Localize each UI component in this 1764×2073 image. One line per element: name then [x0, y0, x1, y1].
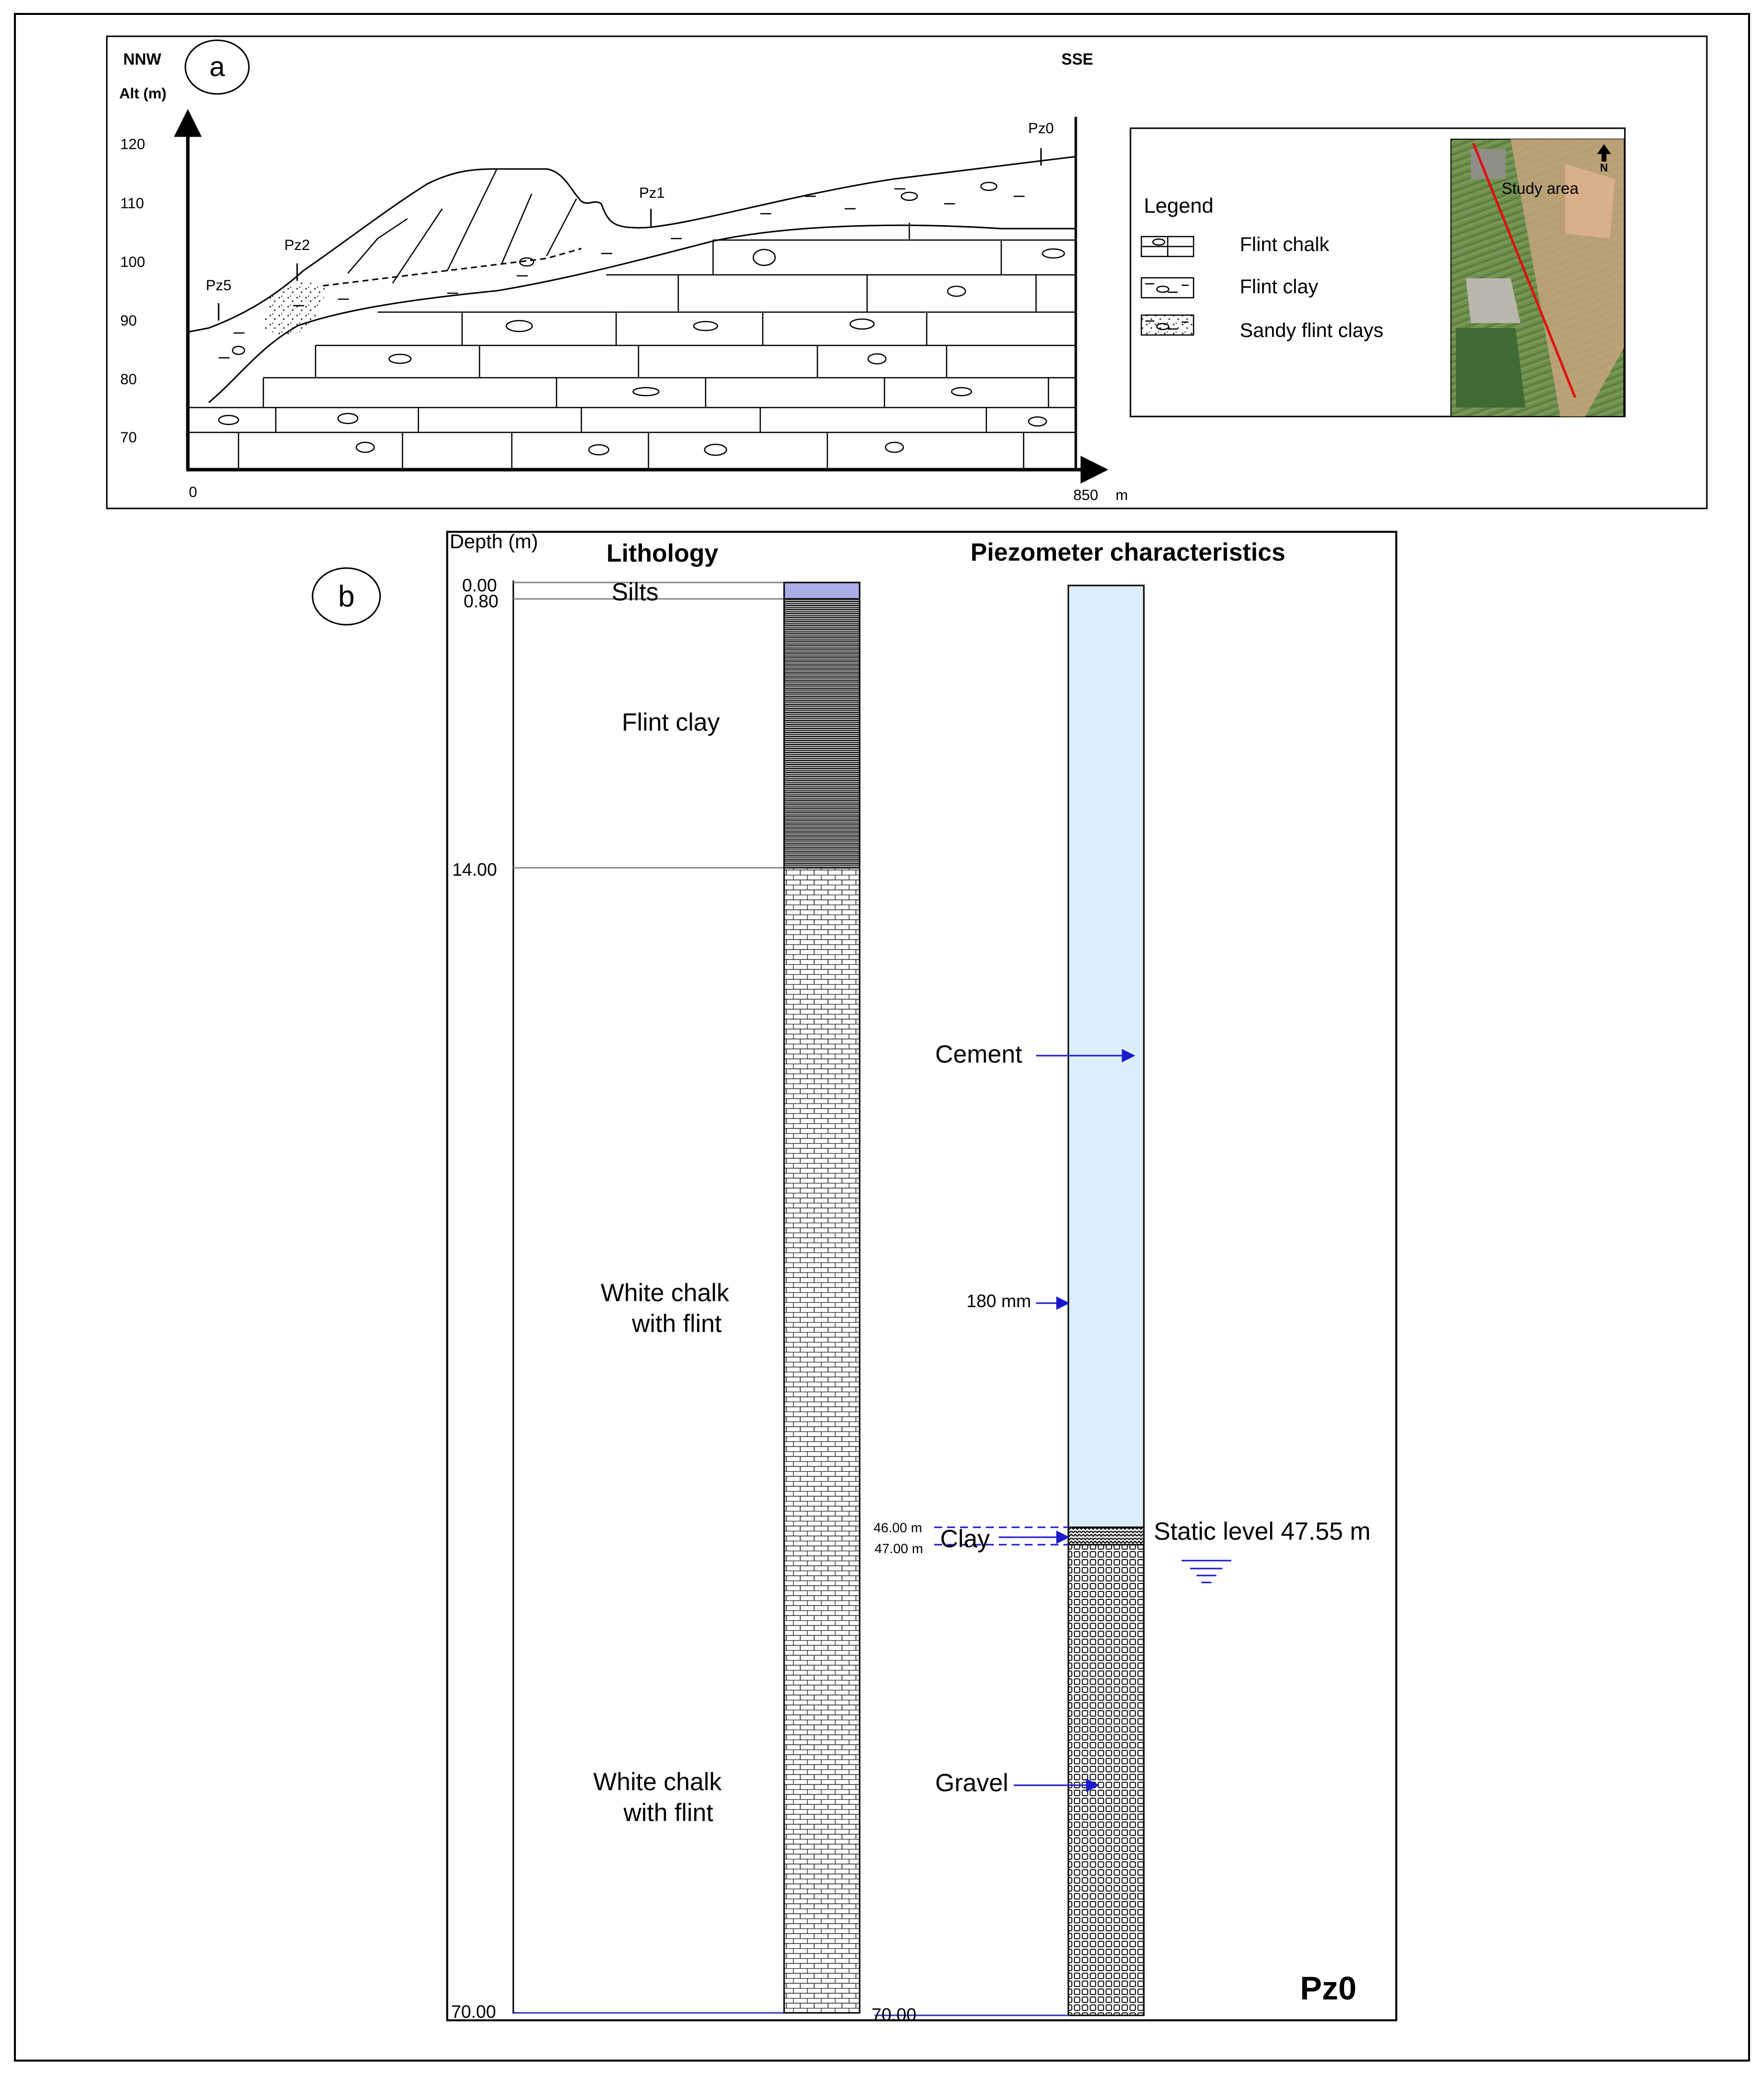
- y-tick-90: 90: [120, 313, 137, 329]
- badge-a-text: a: [209, 51, 225, 82]
- chalk-layer: [784, 868, 860, 2013]
- x-tick-0: 0: [189, 484, 197, 500]
- well-pz0-label: Pz0: [1028, 120, 1054, 137]
- layer-label-white-chalk-upper-line: with flint: [632, 1310, 722, 1337]
- clay-top-depth: 46.00 m: [874, 1520, 922, 1535]
- silts-layer: [784, 582, 860, 599]
- static-level-label: Static level 47.55 m: [1154, 1517, 1371, 1545]
- aerial-map: [1451, 139, 1624, 416]
- y-tick-100: 100: [120, 254, 146, 270]
- flint-clay-layer: [784, 599, 860, 868]
- y-axis-label: Alt (m): [119, 85, 166, 102]
- lithology-title: Lithology: [606, 539, 719, 567]
- y-tick-80: 80: [120, 371, 137, 388]
- clay-bottom-depth: 47.00 m: [875, 1541, 923, 1556]
- depth-value-14: 14.00: [452, 859, 497, 880]
- legend-title: Legend: [1144, 194, 1214, 217]
- map-north-label: N: [1600, 162, 1608, 174]
- piezometer-column: [1068, 585, 1144, 2015]
- y-tick-120: 120: [120, 136, 146, 153]
- x-unit: m: [1116, 487, 1128, 503]
- legend-label-flint-chalk: Flint chalk: [1240, 234, 1330, 255]
- panel-b-frame: [447, 532, 1396, 2020]
- piezometer-title: Piezometer characteristics: [970, 538, 1285, 566]
- well-pz2-label: Pz2: [284, 237, 310, 253]
- well-id-label: Pz0: [1300, 1970, 1357, 2006]
- panel-b: [313, 531, 1396, 2025]
- layer-label-white-chalk-lower-line: White chalk: [593, 1768, 722, 1796]
- legend-label-sandy-flint-clays: Sandy flint clays: [1240, 320, 1384, 341]
- depth-axis-label: Depth (m): [450, 531, 538, 553]
- direction-sse: SSE: [1061, 50, 1094, 68]
- clay-seal: [1068, 1527, 1144, 1545]
- legend-label-flint-clay: Flint clay: [1240, 276, 1318, 298]
- gravel-pack: [1068, 1545, 1144, 2015]
- x-tick-850: 850: [1073, 487, 1099, 503]
- cement-label: Cement: [935, 1040, 1023, 1068]
- layer-label-white-chalk-lower-line: with flint: [623, 1799, 714, 1826]
- panel-a: [107, 36, 1707, 508]
- depth-value-0-8: 0.80: [464, 591, 499, 611]
- y-tick-110: 110: [120, 195, 144, 212]
- diameter-label: 180 mm: [966, 1291, 1032, 1311]
- badge-b-text: b: [338, 580, 355, 613]
- clay-label: Clay: [940, 1525, 990, 1553]
- depth-value-0: 0.00: [462, 575, 497, 595]
- badge-b: [313, 568, 380, 625]
- well-pz1-label: Pz1: [639, 185, 665, 201]
- map-study-area-label: Study area: [1502, 179, 1579, 197]
- well-pz5-label: Pz5: [206, 277, 232, 294]
- badge-a: [185, 40, 249, 94]
- piezo-bottom-depth: 70.00: [872, 2004, 917, 2025]
- legend-box: [1130, 128, 1625, 416]
- direction-nnw: NNW: [123, 50, 161, 68]
- gravel-label: Gravel: [935, 1769, 1009, 1797]
- lithology-column: [784, 582, 860, 2013]
- layer-label-white-chalk-upper-line: White chalk: [600, 1279, 729, 1307]
- y-tick-70: 70: [120, 429, 137, 446]
- legend-swatch-sandy-flint-clays: [1141, 315, 1194, 335]
- layer-label-silts: Silts: [611, 578, 659, 606]
- layer-label-flint-clay: Flint clay: [622, 708, 720, 736]
- depth-value-70: 70.00: [451, 2001, 496, 2022]
